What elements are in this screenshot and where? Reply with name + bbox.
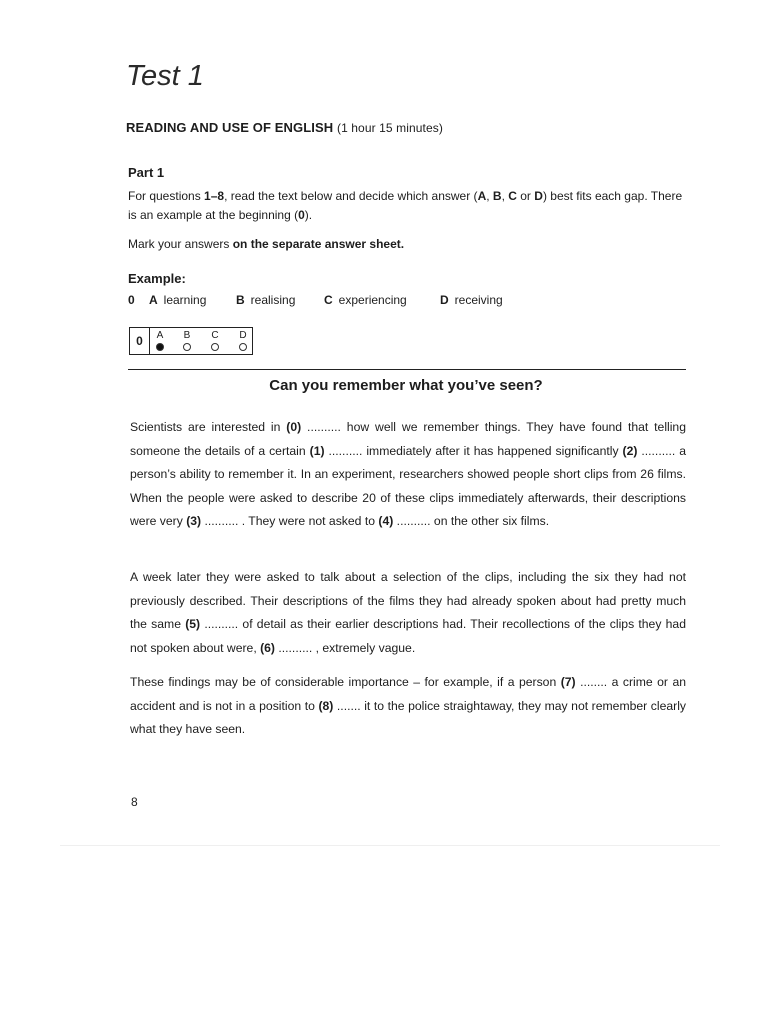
answer-grid-option-d: D xyxy=(237,330,249,354)
example-option-d: D receiving xyxy=(440,293,503,307)
filled-bubble-icon xyxy=(156,343,164,351)
passage-text: These findings may be of considerable importance – for example, if a person xyxy=(130,675,561,689)
passage-text: .......... . They were not asked to xyxy=(201,514,379,528)
answer-grid-option-b: B xyxy=(181,330,193,354)
passage-text: .......... a person’s ability to remember it. In an experiment, researchers showed people short clips from 26 films. When the people were asked to describe 20 of these clips immediately afterwards, their descriptions were very xyxy=(130,443,686,528)
test-title: Test 1 xyxy=(126,60,204,92)
page-number: 8 xyxy=(131,795,138,809)
passage-text: ........ a crime or an accident and is not in a position to xyxy=(130,675,686,713)
passage-text: .......... immediately after it has happened significantly xyxy=(324,443,623,458)
gap-number: (5) xyxy=(185,617,201,631)
passage-text: .......... of detail as their earlier descriptions had. Their recollections of the clips they had not spoken about were, xyxy=(130,617,686,655)
passage-text: ....... it to the police straightaway, they may not remember clearly what they have seen. xyxy=(130,698,686,736)
passage-text: .......... how well we remember things. They have found that telling someone the details of a certain xyxy=(130,420,686,458)
passage-paragraph xyxy=(130,566,686,660)
section-heading xyxy=(126,120,443,135)
passage-title: Can you remember what you’ve seen? xyxy=(269,377,543,394)
gap-number: (4) xyxy=(378,514,394,528)
passage-text: .......... on the other six films. xyxy=(393,514,550,528)
gap-number: (0) xyxy=(286,420,302,434)
example-number: 0 xyxy=(128,293,135,307)
example-label: Example: xyxy=(128,271,186,286)
part-label: Part 1 xyxy=(128,165,165,180)
passage-text: .......... , extremely vague. xyxy=(275,640,416,655)
gap-number: (1) xyxy=(309,443,325,458)
gap-number: (2) xyxy=(622,443,638,458)
empty-bubble-icon xyxy=(211,343,219,351)
gap-number: (8) xyxy=(318,698,334,713)
answer-sheet-instruction: Mark your answers on the separate answer sheet. xyxy=(128,237,405,251)
gap-number: (7) xyxy=(560,675,576,689)
answer-grid-option-a: A xyxy=(154,330,166,354)
section-name: READING AND USE OF ENGLISH xyxy=(126,120,334,135)
example-answer-grid xyxy=(129,327,253,355)
gap-number: (3) xyxy=(186,514,202,528)
section-duration: (1 hour 15 minutes) xyxy=(336,121,443,135)
empty-bubble-icon xyxy=(239,343,247,351)
passage-paragraph xyxy=(130,416,686,534)
part-instructions: For questions 1–8, read the text below and decide which answer (A, B, C or D) best fits each gap. There is an example at the beginning (0). xyxy=(128,189,683,222)
passage-paragraph xyxy=(130,671,686,742)
gap-number: (6) xyxy=(260,640,275,655)
passage-text: Scientists are interested in xyxy=(130,420,287,434)
answer-grid-number: 0 xyxy=(130,328,150,354)
divider xyxy=(128,369,686,370)
passage-text: A week later they were asked to talk about a selection of the clips, including the six they had not previously described. Their descriptions of the films they had already spoken about had pretty much the same xyxy=(130,570,686,631)
empty-bubble-icon xyxy=(183,343,191,351)
example-option-a: A learning xyxy=(149,293,207,307)
example-option-c: C experiencing xyxy=(324,293,407,307)
answer-grid-option-c: C xyxy=(209,330,221,354)
example-option-b: B realising xyxy=(236,293,296,307)
page-edge xyxy=(60,845,720,846)
